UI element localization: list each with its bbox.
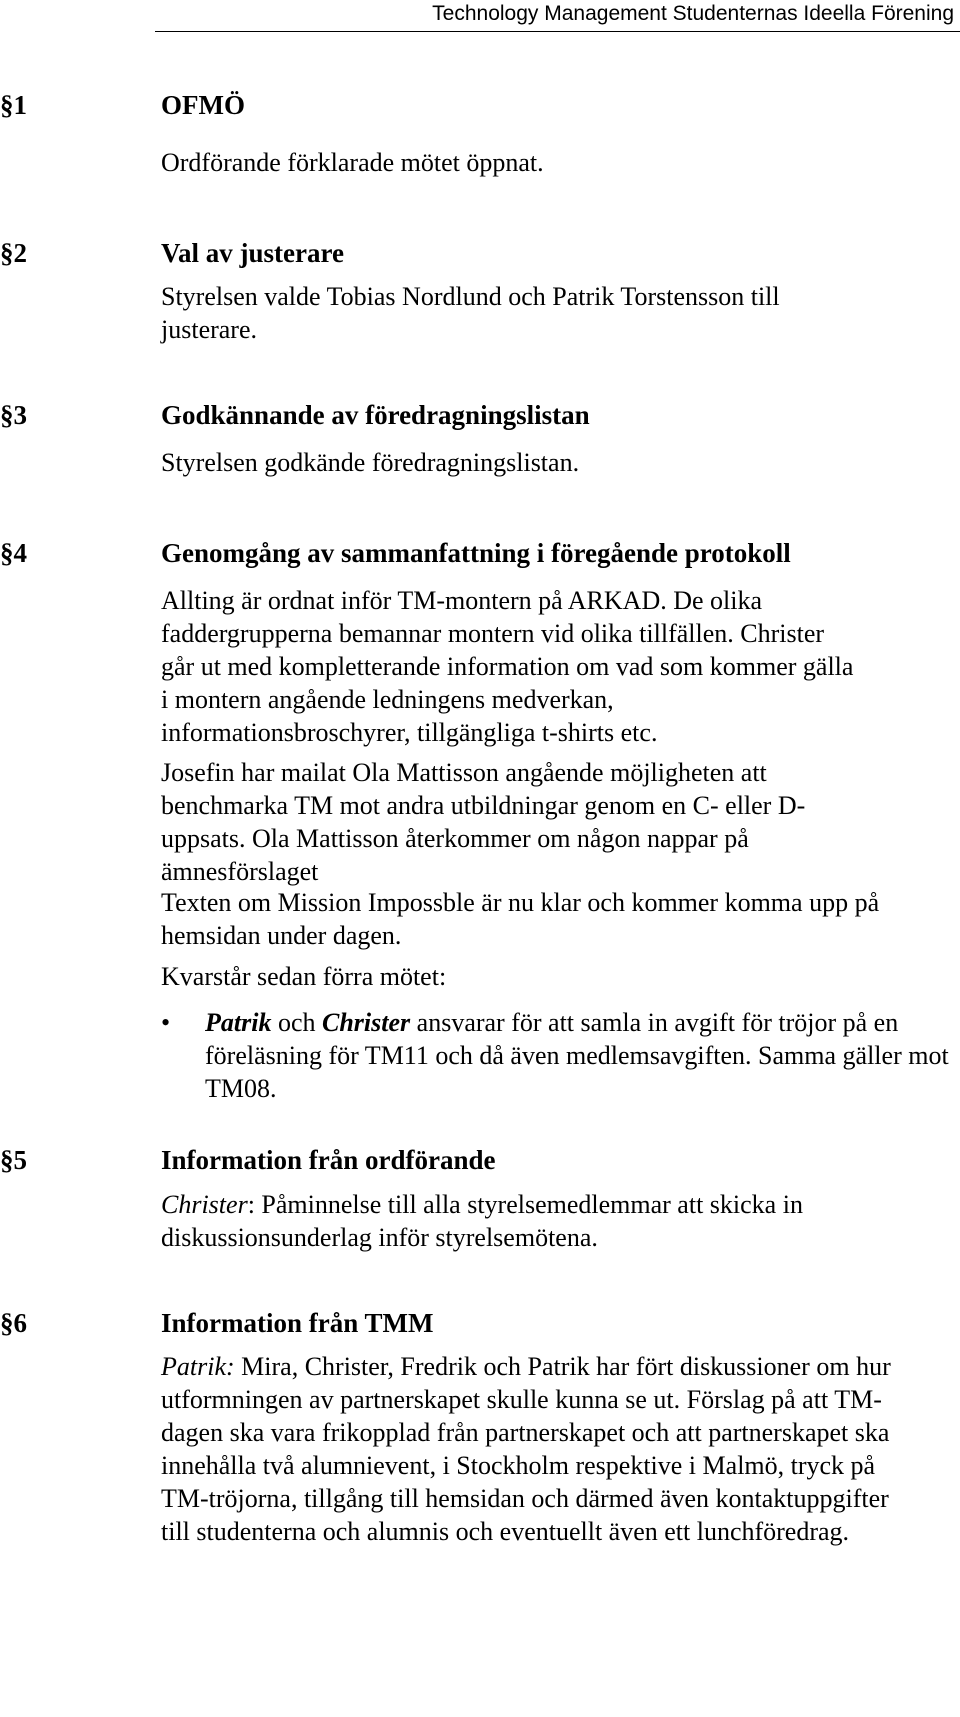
section-4-paragraph-1 bbox=[161, 584, 861, 749]
bullet-body: ansvarar för att samla in avgift för tröjor på en föreläsning för TM11 och då även medlemsavgiften. Samma gäller mot TM08. bbox=[205, 1008, 949, 1103]
section-title: OFMÖ bbox=[161, 90, 245, 120]
paragraph bbox=[161, 1188, 861, 1254]
section-title: Information från TMM bbox=[161, 1308, 434, 1338]
header-title: Technology Management Studenternas Ideella Förening bbox=[432, 2, 954, 25]
section-title: Godkännande av föredragningslistan bbox=[161, 400, 590, 430]
speaker-separator: : bbox=[247, 1190, 255, 1219]
section-6-body bbox=[161, 1350, 901, 1548]
connector-text: och bbox=[271, 1008, 322, 1037]
section-number: §1 bbox=[0, 90, 27, 120]
section-4-paragraph-3 bbox=[161, 886, 960, 952]
section-2-body bbox=[161, 280, 861, 346]
section-3-body bbox=[161, 446, 960, 479]
section-number: §3 bbox=[0, 400, 27, 430]
section-4-paragraph-2 bbox=[161, 756, 861, 888]
paragraph-text: Mira, Christer, Fredrik och Patrik har fört diskussioner om hur utformningen av partnerskapet skulle kunna se ut. Förslag på att TM-dagen ska vara frikopplad från partnerskapet och att partnerskapet ska innehålla två alumnievent, i Stockholm respektive i Malmö, tryck på TM-tröjorna, tillgång till hemsidan och därmed även kontaktuppgifter till studenterna och alumnis och eventuellt även ett lunchföredrag. bbox=[161, 1352, 891, 1546]
person-name: Patrik bbox=[205, 1008, 272, 1037]
paragraph-text: Påminnelse till alla styrelsemedlemmar att skicka in diskussionsunderlag inför styrelsemötena. bbox=[161, 1190, 803, 1252]
paragraph: Styrelsen valde Tobias Nordlund och Patrik Torstensson till justerare. bbox=[161, 282, 780, 344]
section-1-body bbox=[161, 146, 960, 179]
section-title: Val av justerare bbox=[161, 238, 344, 268]
person-name: Christer bbox=[322, 1008, 411, 1037]
paragraph: Styrelsen godkände föredragningslistan. bbox=[161, 448, 580, 477]
speaker-name: Christer bbox=[161, 1190, 248, 1219]
bullet-text bbox=[205, 1006, 960, 1105]
paragraph: Josefin har mailat Ola Mattisson angående möjligheten att benchmarka TM mot andra utbildningar genom en C- eller D-uppsats. Ola Mattisson återkommer om någon nappar på ämnesförslaget bbox=[161, 758, 806, 886]
section-number: §5 bbox=[0, 1145, 27, 1175]
paragraph bbox=[161, 1350, 901, 1548]
section-title: Genomgång av sammanfattning i föregående protokoll bbox=[161, 538, 791, 568]
section-5-body bbox=[161, 1188, 861, 1254]
page-header bbox=[155, 0, 960, 32]
section-4-paragraph-4 bbox=[161, 960, 960, 993]
paragraph: Kvarstår sedan förra mötet: bbox=[161, 962, 447, 991]
section-number: §6 bbox=[0, 1308, 27, 1338]
section-number: §4 bbox=[0, 538, 27, 568]
paragraph: Ordförande förklarade mötet öppnat. bbox=[161, 148, 544, 177]
section-number: §2 bbox=[0, 238, 27, 268]
paragraph: Texten om Mission Impossble är nu klar och kommer komma upp på hemsidan under dagen. bbox=[161, 888, 880, 950]
bullet-icon: • bbox=[161, 1008, 171, 1037]
section-title: Information från ordförande bbox=[161, 1145, 496, 1175]
speaker-name: Patrik: bbox=[161, 1352, 235, 1381]
paragraph: Allting är ordnat inför TM-montern på ARKAD. De olika faddergrupperna bemannar montern vid olika tillfällen. Christer går ut med kompletterande information om vad som kommer gälla i montern angående ledningens medverkan, informationsbroschyrer, tillgängliga t-shirts etc. bbox=[161, 586, 854, 747]
